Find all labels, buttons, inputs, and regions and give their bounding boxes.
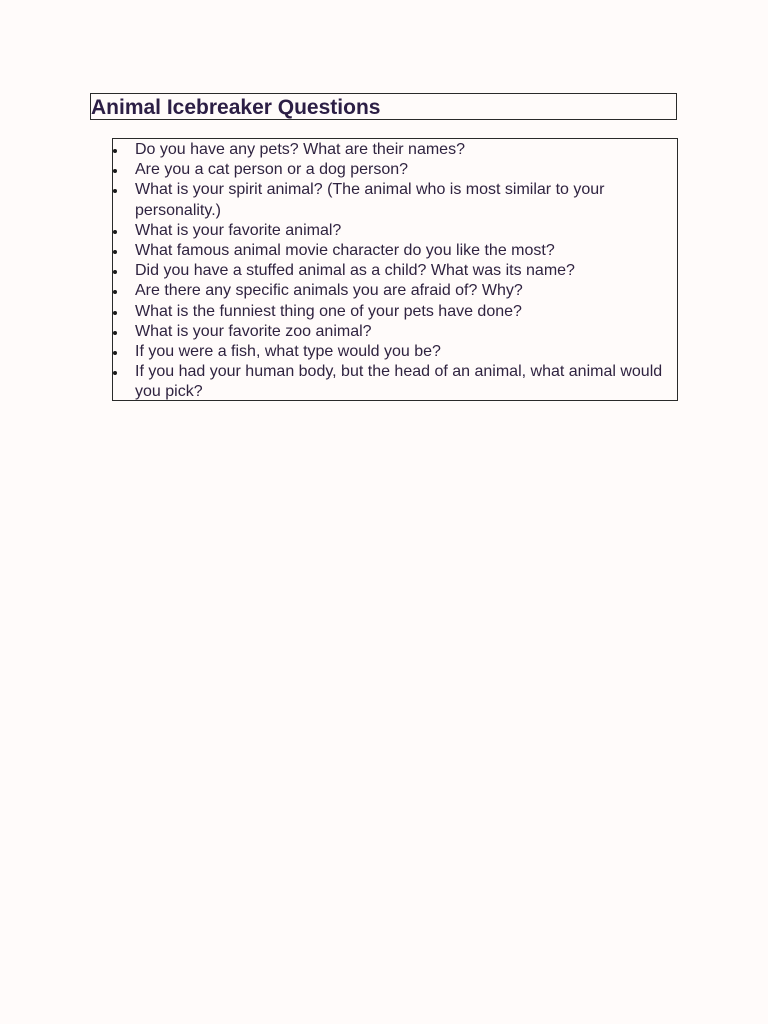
bullet-icon xyxy=(113,230,117,234)
list-item xyxy=(113,241,677,261)
questions-list xyxy=(113,140,677,403)
question-text: Are you a cat person or a dog person? xyxy=(135,161,409,179)
list-item xyxy=(113,160,677,180)
title-box xyxy=(90,93,677,120)
list-item xyxy=(113,140,677,160)
question-text: If you had your human body, but the head of an animal, what animal would you pick? xyxy=(135,363,663,401)
list-item xyxy=(113,261,677,281)
question-text: What is the funniest thing one of your pets have done? xyxy=(135,302,522,320)
list-item xyxy=(113,302,677,322)
list-item xyxy=(113,281,677,301)
question-text: Did you have a stuffed animal as a child? What was its name? xyxy=(135,262,575,280)
list-item xyxy=(113,322,677,342)
list-item xyxy=(113,342,677,362)
question-text: What is your spirit animal? (The animal who is most similar to your personality.) xyxy=(135,181,605,219)
bullet-icon xyxy=(113,290,117,294)
bullet-icon xyxy=(113,250,117,254)
bullet-icon xyxy=(113,351,117,355)
question-text: What is your favorite zoo animal? xyxy=(135,322,372,340)
list-item xyxy=(113,362,677,402)
bullet-icon xyxy=(113,311,117,315)
question-text: Are there any specific animals you are afraid of? Why? xyxy=(135,282,523,300)
list-item xyxy=(113,221,677,241)
bullet-icon xyxy=(113,169,117,173)
question-text: What famous animal movie character do you like the most? xyxy=(135,242,555,260)
bullet-icon xyxy=(113,149,117,153)
bullet-icon xyxy=(113,331,117,335)
page-title: Animal Icebreaker Questions xyxy=(91,96,381,119)
list-item xyxy=(113,180,677,220)
bullet-icon xyxy=(113,270,117,274)
question-text: Do you have any pets? What are their names? xyxy=(135,141,465,158)
question-text: If you were a fish, what type would you be? xyxy=(135,343,441,361)
questions-box xyxy=(112,138,678,401)
bullet-icon xyxy=(113,189,117,193)
bullet-icon xyxy=(113,371,117,375)
question-text: What is your favorite animal? xyxy=(135,221,342,239)
